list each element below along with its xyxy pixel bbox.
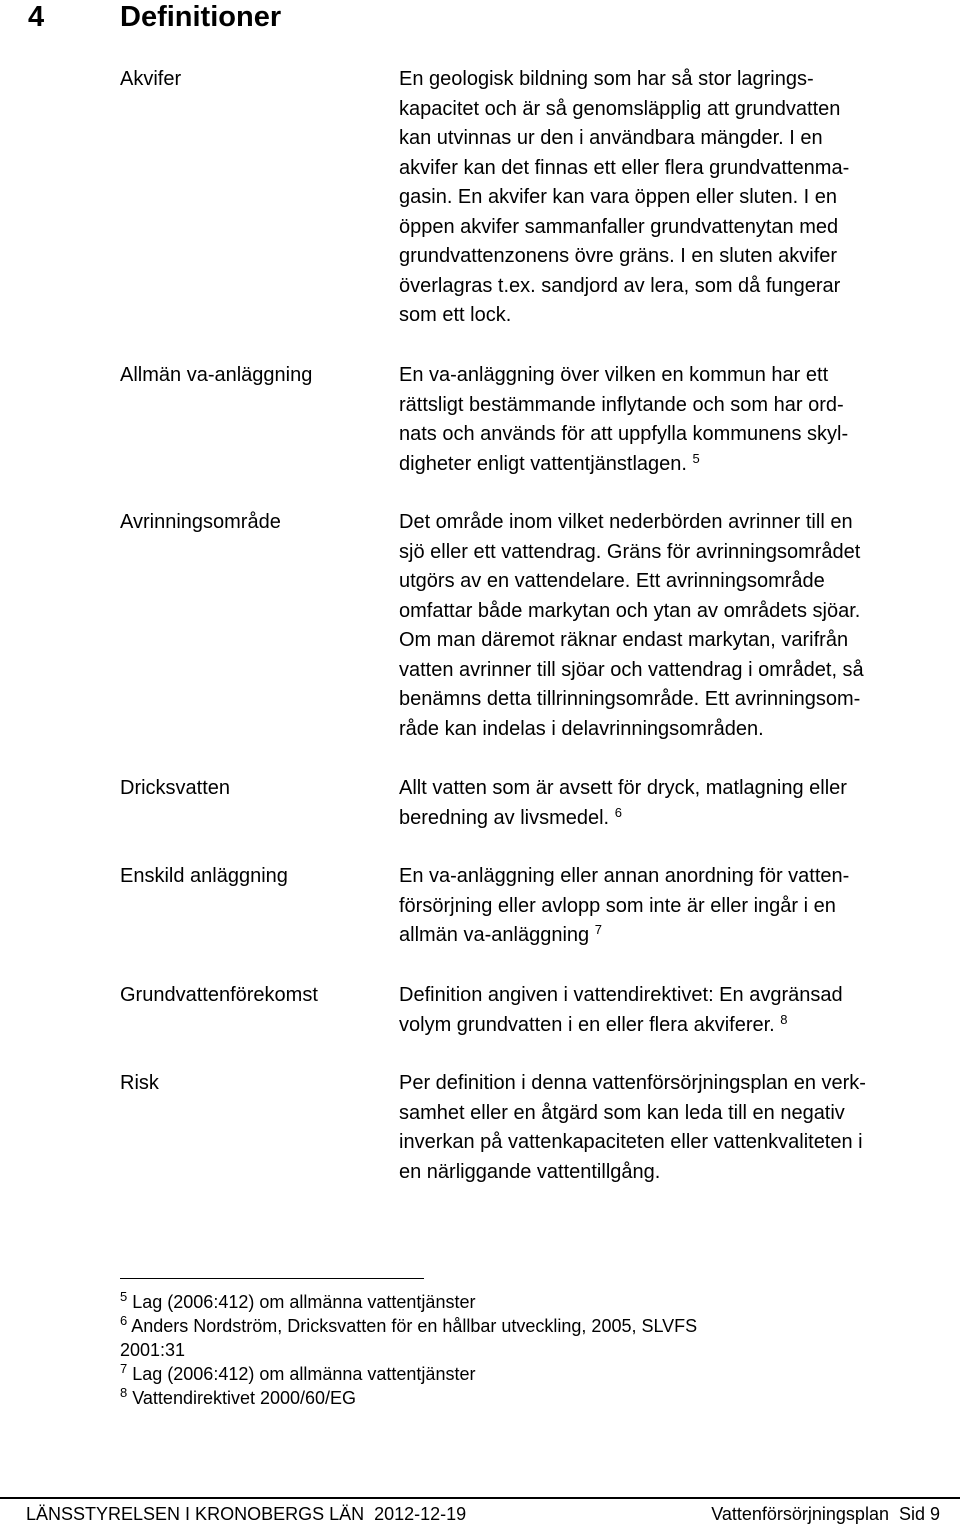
- term-avrinningsomrade: Avrinningsområde: [120, 511, 281, 533]
- term-allman-va-anlaggning: Allmän va-anläggning: [120, 364, 313, 386]
- footnote-6-continued: 2001:31: [120, 1340, 186, 1360]
- footer-date: 2012-12-19: [374, 1504, 467, 1524]
- footnote-number: 8: [120, 1385, 128, 1400]
- definition-akvifer: [399, 65, 944, 331]
- definition-line: en närliggande vattentillgång.: [399, 1160, 661, 1183]
- definition-risk: [399, 1069, 944, 1187]
- definition-line: råde kan indelas i delavrinningsområden.: [399, 717, 764, 740]
- footnote-separator: [120, 1278, 424, 1279]
- definition-line: akvifer kan det finnas ett eller flera grundvattenma-: [399, 156, 850, 179]
- footer-right: [711, 1502, 940, 1526]
- definition-line: öppen akvifer sammanfaller grundvattenytan med: [399, 215, 839, 238]
- definition-dricksvatten: [399, 774, 944, 833]
- definition-line: inverkan på vattenkapaciteten eller vattenkvaliteten i: [399, 1131, 863, 1153]
- definition-line: volym grundvatten i en eller flera akviferer. $^8$: [399, 1011, 788, 1036]
- definition-line: Definition angiven i vattendirektivet: En avgränsad: [399, 984, 843, 1006]
- definition-line: omfattar både markytan och ytan av områdets sjöar.: [399, 599, 861, 622]
- term-risk: Risk: [120, 1072, 159, 1094]
- definition-line: som ett lock.: [399, 304, 512, 326]
- definition-line: grundvattenzonens övre gräns. I en sluten akvifer: [399, 245, 838, 267]
- definition-line: En va-anläggning över vilken en kommun har ett: [399, 364, 829, 386]
- definition-line: kan utvinnas ur den i användbara mängder. I en: [399, 127, 823, 149]
- term-enskild-anlaggning: Enskild anläggning: [120, 865, 288, 887]
- definition-line: sjö eller ett vattendrag. Gräns för avrinningsområdet: [399, 540, 861, 563]
- section-title: Definitioner: [120, 1, 282, 33]
- definition-enskild-anlaggning: [399, 862, 944, 951]
- footnote-ref: 5: [692, 450, 700, 466]
- definition-line: kapacitet och är så genomsläpplig att grundvatten: [399, 97, 841, 120]
- definition-line: Per definition i denna vattenförsörjningsplan en verk-: [399, 1072, 866, 1094]
- definition-line: benämns detta tillrinningsområde. Ett avrinningsom-: [399, 688, 861, 710]
- footer-page-number: Sid 9: [898, 1504, 940, 1524]
- definition-line: allmän va-anläggning $^7$: [399, 922, 602, 946]
- definition-line: överlagras t.ex. sandjord av lera, som då fungerar: [399, 274, 841, 297]
- footnote-number: 6: [120, 1313, 128, 1328]
- definition-line: En geologisk bildning som har så stor lagrings-: [399, 68, 814, 90]
- definition-line: digheter enligt vattentjänstlagen. $^5$: [399, 450, 700, 475]
- footer-org: LÄNSSTYRELSEN I KRONOBERGS LÄN: [26, 1504, 365, 1524]
- section-heading: [0, 0, 960, 34]
- footnote-number: 5: [120, 1289, 128, 1304]
- footnote-number: 7: [120, 1361, 128, 1376]
- definition-line: rättsligt bestämmande inflytande och som har ord-: [399, 393, 844, 416]
- definition-grundvattenforekomst: [399, 981, 944, 1040]
- definition-line: Om man däremot räknar endast markytan, varifrån: [399, 629, 849, 651]
- definition-line: nats och används för att uppfylla kommunens skyl-: [399, 423, 849, 445]
- footer-separator: [0, 1497, 960, 1499]
- definition-line: En va-anläggning eller annan anordning för vatten-: [399, 865, 850, 887]
- footnote-ref: 8: [780, 1011, 788, 1027]
- definition-allman-va-anlaggning: [399, 361, 944, 479]
- definition-line: Det område inom vilket nederbörden avrinner till en: [399, 511, 853, 533]
- footnote-ref: 6: [614, 804, 622, 820]
- definition-line: samhet eller en åtgärd som kan leda till en negativ: [399, 1101, 845, 1124]
- footer-left: [26, 1502, 466, 1526]
- footnote-ref: 7: [594, 922, 602, 937]
- footnote-5: $^5$ Lag (2006:412) om allmänna vattentjänster: [120, 1289, 476, 1312]
- definition-line: vatten avrinner till sjöar och vattendrag i området, så: [399, 658, 864, 681]
- term-grundvattenforekomst: Grundvattenförekomst: [120, 984, 318, 1006]
- definition-line: utgörs av en vattendelare. Ett avrinningsområde: [399, 570, 825, 592]
- definition-line: försörjning eller avlopp som inte är eller ingår i en: [399, 894, 836, 917]
- definition-line: beredning av livsmedel. $^6$: [399, 804, 622, 829]
- footnote-7: $^7$ Lag (2006:412) om allmänna vattentjänster: [120, 1361, 476, 1384]
- footnote-6: $^6$ Anders Nordström, Dricksvatten för en hållbar utveckling, 2005, SLVFS: [120, 1313, 698, 1336]
- term-akvifer: Akvifer: [120, 68, 182, 90]
- definition-avrinningsomrade: [399, 508, 944, 744]
- footer-doc-title: Vattenförsörjningsplan: [711, 1504, 889, 1524]
- footnote-8: $^8$ Vattendirektivet 2000/60/EG: [120, 1385, 357, 1408]
- term-dricksvatten: Dricksvatten: [120, 777, 231, 799]
- definition-line: Allt vatten som är avsett för dryck, matlagning eller: [399, 777, 847, 799]
- definition-line: gasin. En akvifer kan vara öppen eller sluten. I en: [399, 186, 838, 208]
- section-number: 4: [28, 1, 45, 33]
- footnotes: [120, 1290, 880, 1410]
